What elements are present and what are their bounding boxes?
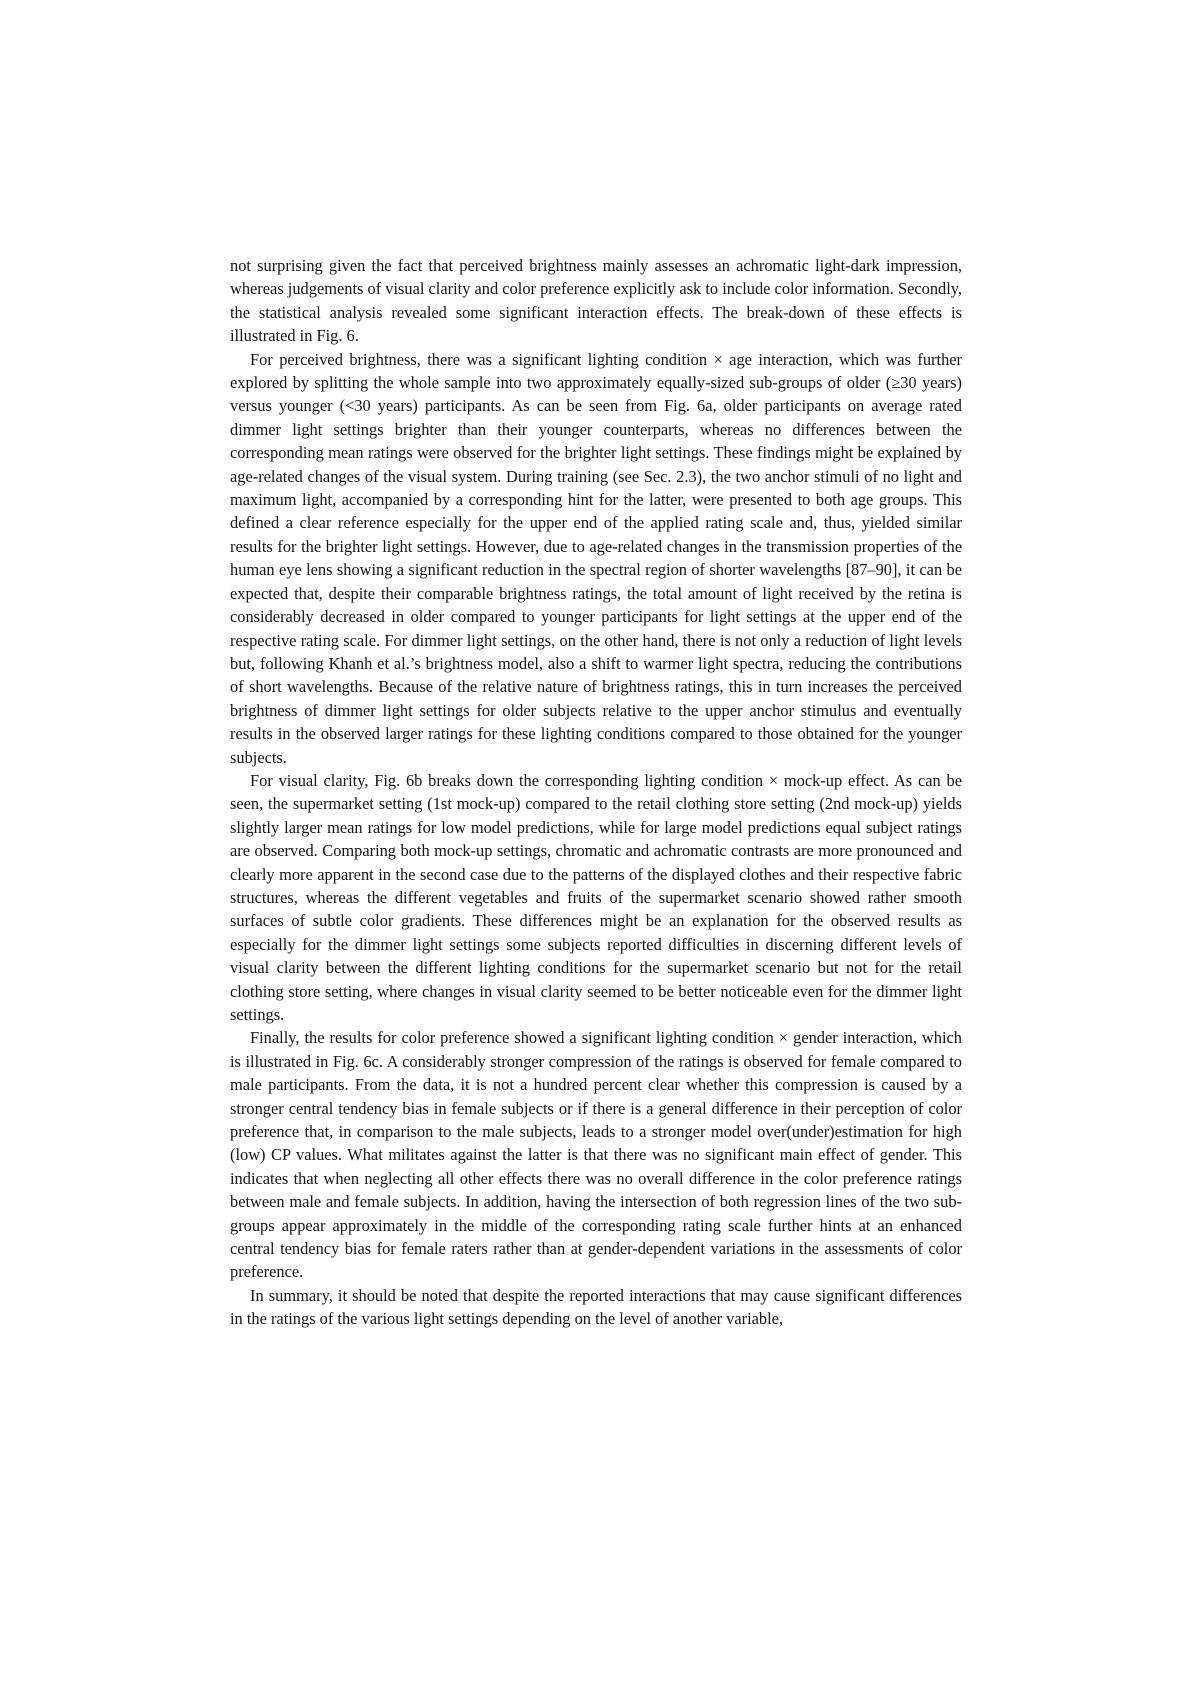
body-text [230,254,962,1331]
paragraph-summary: In summary, it should be noted that despite the reported interactions that may cause significant differences in the ratings of the various light settings depending on the level of another variable, [230,1285,962,1329]
paragraph-continuation: not surprising given the fact that perceived brightness mainly assesses an achromatic light-dark impression, whereas judgements of visual clarity and color preference explicitly ask to include color information. Secondly, the statistical analysis revealed some significant interaction effects. The break-down of these effects is illustrated in Fig. 6. [230,256,962,346]
paragraph-visual-clarity: For visual clarity, Fig. 6b breaks down the corresponding lighting condition × mock-up effect. As can be seen, the supermarket setting (1st mock-up) compared to the retail clothing store setting (2nd mock-up) yields slightly larger mean ratings for low model predictions, while for large model predictions equal subject ratings are observed. Comparing both mock-up settings, chromatic and achromatic contrasts are more pronounced and clearly more apparent in the second case due to the patterns of the displayed clothes and their respective fabric structures, whereas the different vegetables and fruits of the supermarket scenario showed rather smooth surfaces of subtle color gradients. These differences might be an explanation for the observed results as especially for the dimmer light settings some subjects reported difficulties in discerning different levels of visual clarity between the different lighting conditions for the supermarket scenario but not for the retail clothing store setting, where changes in visual clarity seemed to be better noticeable even for the dimmer light settings. [230,770,962,1024]
paragraph-color-preference: Finally, the results for color preference showed a significant lighting condition × gender interaction, which is illustrated in Fig. 6c. A considerably stronger compression of the ratings is observed for female compared to male participants. From the data, it is not a hundred percent clear whether this compression is caused by a stronger central tendency bias in female subjects or if there is a general difference in their perception of color preference that, in comparison to the male subjects, leads to a stronger model over(under)estimation for high (low) CP values. What militates against the latter is that there was no significant main effect of gender. This indicates that when neglecting all other effects there was no overall difference in the color preference ratings between male and female subjects. In addition, having the intersection of both regression lines of the two sub-groups appear approximately in the middle of the corresponding rating scale further hints at an enhanced central tendency bias for female raters rather than at gender-dependent variations in the assessments of color preference. [230,1028,962,1282]
paragraph-perceived-brightness: For perceived brightness, there was a significant lighting condition × age interaction, which was further explored by splitting the whole sample into two approximately equally-sized sub-groups of older (≥30 years) versus younger (<30 years) participants. As can be seen from Fig. 6a, older participants on average rated dimmer light settings brighter than their younger counterparts, whereas no differences between the corresponding mean ratings were observed for the brighter light settings. These findings might be explained by age-related changes of the visual system. During training (see Sec. 2.3), the two anchor stimuli of no light and maximum light, accompanied by a corresponding hint for the latter, were presented to both age groups. This defined a clear reference especially for the upper end of the applied rating scale and, thus, yielded similar results for the brighter light settings. However, due to age-related changes in the transmission properties of the human eye lens showing a significant reduction in the spectral region of shorter wavelengths [87–90], it can be expected that, despite their comparable brightness ratings, the total amount of light received by the retina is considerably decreased in older compared to younger participants for light settings at the upper end of the respective rating scale. For dimmer light settings, on the other hand, there is not only a reduction of light levels but, following Khanh et al.’s brightness model, also a shift to warmer light spectra, reducing the contributions of short wavelengths. Because of the relative nature of brightness ratings, this in turn increases the perceived brightness of dimmer light settings for older subjects relative to the upper anchor stimulus and eventually results in the observed larger ratings for these lighting conditions compared to those obtained for the younger subjects. [230,349,962,767]
